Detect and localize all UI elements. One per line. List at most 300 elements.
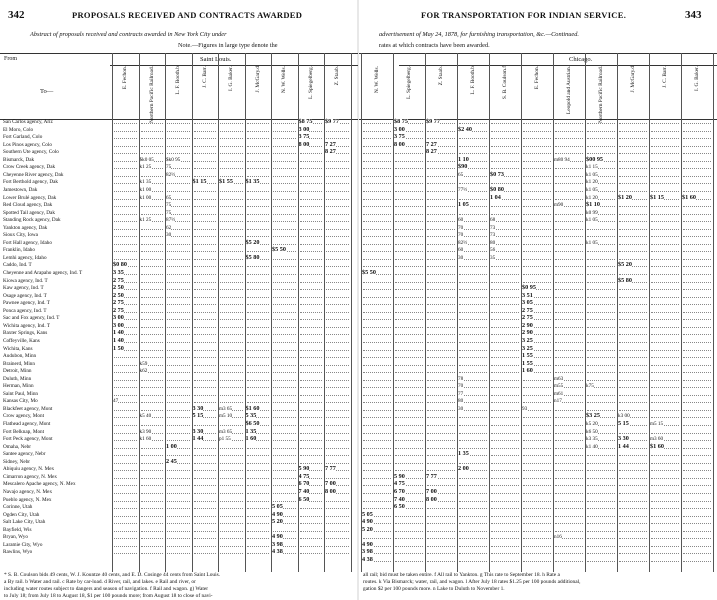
cell-leader bbox=[247, 225, 270, 230]
cell-leader bbox=[167, 519, 190, 524]
cell-leader bbox=[459, 413, 487, 418]
row-destination: Corinne, Utah bbox=[3, 504, 33, 511]
cell-leader bbox=[427, 542, 455, 547]
cell-leader bbox=[555, 346, 583, 351]
cell-leader bbox=[300, 504, 323, 509]
rate-cell: $8 75 bbox=[394, 118, 408, 125]
cell-leader bbox=[363, 293, 391, 298]
rate-cell: m63 bbox=[554, 375, 564, 382]
rate-cell: 4 90 bbox=[362, 518, 373, 526]
table-row bbox=[0, 383, 358, 389]
cell-leader bbox=[619, 127, 647, 132]
cell-leader bbox=[326, 534, 349, 539]
cell-leader bbox=[587, 346, 615, 351]
column-rule bbox=[192, 53, 193, 572]
table-row bbox=[0, 195, 358, 201]
row-destination: Fort Belknap, Mont bbox=[3, 428, 45, 435]
cell-leader bbox=[555, 225, 583, 230]
cell-leader bbox=[141, 225, 164, 230]
cell-leader bbox=[427, 172, 455, 177]
rate-cell: 1 60 bbox=[245, 435, 257, 443]
cell-leader bbox=[167, 497, 190, 502]
cell-leader bbox=[427, 557, 455, 562]
cell-leader bbox=[491, 232, 519, 237]
cell-leader bbox=[523, 119, 551, 124]
cell-leader bbox=[587, 285, 615, 290]
rate-cell: 6 70 bbox=[298, 480, 310, 488]
cell-leader bbox=[651, 330, 679, 335]
cell-leader bbox=[247, 270, 270, 275]
cell-leader bbox=[326, 436, 349, 441]
cell-leader bbox=[619, 353, 647, 358]
table-row bbox=[0, 240, 358, 246]
cell-leader bbox=[523, 519, 551, 524]
cell-leader bbox=[220, 323, 243, 328]
rate-cell: $3 25 bbox=[586, 412, 600, 420]
cell-leader bbox=[619, 557, 647, 562]
table-row bbox=[0, 361, 358, 367]
rate-cell: k1 25 bbox=[139, 164, 152, 171]
cell-leader bbox=[114, 353, 137, 358]
table-row bbox=[359, 429, 717, 435]
cell-leader bbox=[427, 270, 455, 275]
table-row bbox=[0, 489, 358, 495]
table-row bbox=[359, 142, 717, 148]
cell-leader bbox=[220, 149, 243, 154]
cell-leader bbox=[523, 149, 551, 154]
cell-leader bbox=[683, 368, 711, 373]
cell-leader bbox=[619, 210, 647, 215]
cell-leader bbox=[194, 421, 217, 426]
cell-leader bbox=[220, 270, 243, 275]
table-row bbox=[0, 142, 358, 148]
cell-leader bbox=[300, 361, 323, 366]
cell-leader bbox=[427, 134, 455, 139]
column-header-label: L. Spiegelberg. bbox=[406, 66, 412, 99]
rate-cell: 7 27 bbox=[325, 140, 336, 148]
cell-leader bbox=[114, 376, 137, 381]
row-destination: Rawlins, Wyo bbox=[3, 549, 33, 556]
cell-leader bbox=[167, 278, 190, 283]
cell-leader bbox=[273, 436, 296, 441]
cell-leader bbox=[273, 255, 296, 260]
column-rule bbox=[457, 53, 458, 572]
cell-leader bbox=[395, 278, 423, 283]
cell-leader bbox=[273, 300, 296, 305]
column-header-label: Northern Pacific Railroad. bbox=[598, 66, 604, 124]
cell-leader bbox=[220, 451, 243, 456]
cell-leader bbox=[141, 293, 164, 298]
page-number: 342 bbox=[8, 9, 25, 21]
cell-leader bbox=[523, 429, 551, 434]
cell-leader bbox=[555, 557, 583, 562]
rate-cell: 4 90 bbox=[272, 510, 283, 518]
cell-leader bbox=[683, 300, 711, 305]
cell-leader bbox=[459, 142, 487, 147]
cell-leader bbox=[326, 519, 349, 524]
rate-cell: 6 50 bbox=[394, 503, 405, 511]
cell-leader bbox=[363, 368, 391, 373]
cell-leader bbox=[247, 262, 270, 267]
cell-leader bbox=[220, 157, 243, 162]
cell-leader bbox=[683, 504, 711, 509]
cell-leader bbox=[491, 338, 519, 343]
row-destination: Los Pinos agency, Colo bbox=[3, 141, 52, 148]
cell-leader bbox=[619, 255, 647, 260]
cell-leader bbox=[395, 255, 423, 260]
cell-leader bbox=[651, 459, 679, 464]
cell-leader bbox=[114, 466, 137, 471]
cell-leader bbox=[427, 293, 455, 298]
cell-leader bbox=[141, 127, 164, 132]
cell-leader bbox=[651, 157, 679, 162]
rate-cell: k1 05 bbox=[586, 186, 598, 193]
cell-leader bbox=[619, 398, 647, 403]
cell-leader bbox=[619, 134, 647, 139]
cell-leader bbox=[220, 527, 243, 532]
column-rule bbox=[521, 53, 522, 572]
cell-leader bbox=[619, 481, 647, 486]
cell-leader bbox=[273, 466, 296, 471]
rate-cell: $1 60 bbox=[650, 442, 664, 450]
cell-leader bbox=[194, 353, 217, 358]
cell-leader bbox=[247, 474, 270, 479]
cell-leader bbox=[194, 119, 217, 124]
cell-leader bbox=[167, 330, 190, 335]
cell-leader bbox=[619, 489, 647, 494]
column-header-label: J. C. Barr. bbox=[662, 66, 668, 88]
cell-leader bbox=[523, 512, 551, 517]
rate-cell: k1 05 bbox=[586, 171, 598, 178]
column-header-label: J. C. Barr. bbox=[201, 66, 208, 88]
cell-leader bbox=[459, 429, 487, 434]
cell-leader bbox=[459, 368, 487, 373]
rate-cell: m5 15 bbox=[650, 421, 664, 427]
rate-cell: k1 00 bbox=[139, 186, 152, 193]
rate-cell: 8 00 bbox=[298, 140, 310, 148]
column-rule bbox=[139, 53, 140, 572]
column-header-label: Northern Pacific Railroad. bbox=[148, 66, 155, 124]
cell-leader bbox=[141, 406, 164, 411]
cell-leader bbox=[141, 172, 164, 177]
cell-leader bbox=[300, 406, 323, 411]
cell-leader bbox=[220, 512, 243, 517]
rate-cell: 3 75 bbox=[394, 133, 405, 141]
cell-leader bbox=[683, 262, 711, 267]
cell-leader bbox=[395, 323, 423, 328]
cell-leader bbox=[273, 489, 296, 494]
rate-cell: k1 05 bbox=[586, 217, 598, 224]
cell-leader bbox=[326, 134, 349, 139]
table-row bbox=[359, 300, 717, 306]
cell-leader bbox=[141, 512, 164, 517]
cell-leader bbox=[555, 232, 583, 237]
table-row bbox=[359, 542, 717, 548]
cell-leader bbox=[395, 270, 423, 275]
cell-leader bbox=[395, 247, 423, 252]
cell-leader bbox=[167, 293, 190, 298]
cell-leader bbox=[427, 444, 455, 449]
cell-leader bbox=[300, 459, 323, 464]
cell-leader bbox=[523, 255, 551, 260]
cell-leader bbox=[326, 278, 349, 283]
cell-leader bbox=[395, 202, 423, 207]
cell-leader bbox=[363, 232, 391, 237]
cell-leader bbox=[491, 383, 519, 388]
cell-leader bbox=[194, 232, 217, 237]
cell-leader bbox=[619, 323, 647, 328]
table-row bbox=[0, 512, 358, 518]
cell-leader bbox=[220, 262, 243, 267]
rate-cell: $5 50 bbox=[272, 246, 286, 254]
cell-leader bbox=[194, 285, 217, 290]
cell-leader bbox=[491, 527, 519, 532]
cell-leader bbox=[395, 195, 423, 200]
table-row bbox=[359, 247, 717, 253]
cell-leader bbox=[273, 383, 296, 388]
footnote: including water routes subject to dangers and season of navigation. f Rail and wagon. g) Water bbox=[4, 586, 209, 592]
cell-leader bbox=[619, 406, 647, 411]
rate-cell: $0 95 bbox=[522, 284, 536, 292]
cell-leader bbox=[220, 285, 243, 290]
cell-leader bbox=[619, 459, 647, 464]
cell-leader bbox=[247, 497, 270, 502]
rate-cell: $1 15 bbox=[192, 178, 207, 186]
cell-leader bbox=[491, 210, 519, 215]
cell-leader bbox=[247, 119, 270, 124]
rate-cell: 77 bbox=[458, 390, 464, 397]
row-destination: Caddo, Ind. T bbox=[3, 262, 32, 269]
rate-cell: $1 60 bbox=[682, 193, 696, 201]
cell-leader bbox=[141, 534, 164, 539]
cell-leader bbox=[619, 504, 647, 509]
cell-leader bbox=[395, 376, 423, 381]
cell-leader bbox=[523, 217, 551, 222]
cell-leader bbox=[555, 134, 583, 139]
cell-leader bbox=[555, 466, 583, 471]
cell-leader bbox=[114, 383, 137, 388]
table-row bbox=[0, 323, 358, 329]
table-note: Note.—Figures in large type denote the bbox=[178, 42, 278, 49]
cell-leader bbox=[651, 376, 679, 381]
cell-leader bbox=[427, 481, 455, 486]
cell-leader bbox=[363, 481, 391, 486]
cell-leader bbox=[683, 353, 711, 358]
cell-leader bbox=[114, 451, 137, 456]
cell-leader bbox=[459, 285, 487, 290]
table-row bbox=[0, 353, 358, 359]
cell-leader bbox=[363, 376, 391, 381]
cell-leader bbox=[114, 127, 137, 132]
cell-leader bbox=[194, 240, 217, 245]
cell-leader bbox=[273, 217, 296, 222]
cell-leader bbox=[555, 119, 583, 124]
cell-leader bbox=[651, 172, 679, 177]
cell-leader bbox=[395, 308, 423, 313]
rate-cell: $k0 05 bbox=[139, 156, 154, 163]
column-header-label: Z. Staab. bbox=[334, 66, 341, 86]
cell-leader bbox=[555, 413, 583, 418]
cell-leader bbox=[619, 308, 647, 313]
cell-leader bbox=[247, 187, 270, 192]
rate-cell: $8 75 bbox=[298, 118, 313, 125]
cell-leader bbox=[363, 164, 391, 169]
column-header-label: L. F. Booth.b bbox=[175, 66, 182, 95]
cell-leader bbox=[523, 202, 551, 207]
rate-cell: $1 20 bbox=[618, 193, 632, 201]
cell-leader bbox=[459, 376, 487, 381]
table-row bbox=[0, 368, 358, 374]
cell-leader bbox=[619, 534, 647, 539]
cell-leader bbox=[587, 278, 615, 283]
cell-leader bbox=[300, 413, 323, 418]
rate-cell: 80 bbox=[490, 239, 496, 246]
cell-leader bbox=[459, 557, 487, 562]
cell-leader bbox=[491, 164, 519, 169]
cell-leader bbox=[326, 315, 349, 320]
footnote: gation $2 per 100 pounds more. n Lake to Duluth to November 1. bbox=[363, 586, 505, 592]
cell-leader bbox=[273, 444, 296, 449]
cell-leader bbox=[167, 436, 190, 441]
cell-leader bbox=[651, 429, 679, 434]
cell-leader bbox=[167, 383, 190, 388]
cell-leader bbox=[141, 421, 164, 426]
cell-leader bbox=[651, 217, 679, 222]
table-row bbox=[0, 474, 358, 480]
cell-leader bbox=[395, 179, 423, 184]
cell-leader bbox=[273, 421, 296, 426]
row-destination: Sac and Fox agency, Ind. T bbox=[3, 315, 60, 322]
rate-cell: 3 30 bbox=[192, 427, 204, 435]
cell-leader bbox=[247, 489, 270, 494]
cell-leader bbox=[194, 338, 217, 343]
table-row bbox=[359, 504, 717, 510]
cell-leader bbox=[651, 338, 679, 343]
cell-leader bbox=[395, 383, 423, 388]
cell-leader bbox=[459, 270, 487, 275]
rate-cell: 3 98 bbox=[362, 548, 373, 556]
cell-leader bbox=[363, 142, 391, 147]
cell-leader bbox=[220, 195, 243, 200]
cell-leader bbox=[114, 195, 137, 200]
cell-leader bbox=[523, 232, 551, 237]
cell-leader bbox=[194, 247, 217, 252]
cell-leader bbox=[619, 315, 647, 320]
cell-leader bbox=[363, 338, 391, 343]
column-rule bbox=[489, 53, 490, 572]
rate-cell: $9 77 bbox=[426, 118, 440, 125]
cell-leader bbox=[395, 164, 423, 169]
cell-leader bbox=[363, 285, 391, 290]
cell-leader bbox=[491, 134, 519, 139]
cell-leader bbox=[114, 119, 137, 124]
row-destination: Abiquiu agency, N. Mex bbox=[3, 466, 55, 473]
cell-leader bbox=[523, 497, 551, 502]
cell-leader bbox=[363, 187, 391, 192]
row-destination: Pawnee agency, Ind. T bbox=[3, 300, 50, 307]
cell-leader bbox=[395, 353, 423, 358]
cell-leader bbox=[167, 406, 190, 411]
cell-leader bbox=[683, 164, 711, 169]
rate-cell: 73 bbox=[490, 224, 496, 231]
cell-leader bbox=[326, 504, 349, 509]
cell-leader bbox=[167, 542, 190, 547]
cell-leader bbox=[194, 466, 217, 471]
cell-leader bbox=[247, 308, 270, 313]
cell-leader bbox=[427, 391, 455, 396]
cell-leader bbox=[326, 195, 349, 200]
rate-cell: 5 20 bbox=[272, 518, 283, 526]
cell-leader bbox=[587, 497, 615, 502]
cell-leader bbox=[141, 481, 164, 486]
row-destination: Fort Peck agency, Mont bbox=[3, 436, 53, 443]
cell-leader bbox=[395, 542, 423, 547]
cell-leader bbox=[167, 338, 190, 343]
column-rule bbox=[713, 53, 714, 572]
cell-leader bbox=[167, 398, 190, 403]
cell-leader bbox=[300, 519, 323, 524]
table-row bbox=[359, 330, 717, 336]
cell-leader bbox=[300, 368, 323, 373]
cell-leader bbox=[587, 557, 615, 562]
cell-leader bbox=[194, 149, 217, 154]
table-row bbox=[359, 466, 717, 472]
cell-leader bbox=[273, 285, 296, 290]
cell-leader bbox=[395, 534, 423, 539]
cell-leader bbox=[459, 217, 487, 222]
column-rule bbox=[617, 53, 618, 572]
cell-leader bbox=[555, 247, 583, 252]
cell-leader bbox=[194, 202, 217, 207]
cell-leader bbox=[300, 346, 323, 351]
cell-leader bbox=[523, 164, 551, 169]
cell-leader bbox=[194, 262, 217, 267]
cell-leader bbox=[619, 451, 647, 456]
table-row bbox=[0, 481, 358, 487]
row-destination: Spotted Tail agency, Dak bbox=[3, 209, 55, 216]
column-header-label: Z. Staab. bbox=[438, 66, 444, 86]
cell-leader bbox=[427, 330, 455, 335]
cell-leader bbox=[427, 353, 455, 358]
row-destination: Franklin, Idaho bbox=[3, 247, 35, 254]
rate-cell: m3 65 bbox=[219, 405, 233, 412]
cell-leader bbox=[651, 225, 679, 230]
cell-leader bbox=[194, 330, 217, 335]
footnote: to July 18; from July 18 to August 18, $1 per 100 pounds more; from August 18 to close of navi- bbox=[4, 593, 213, 599]
cell-leader bbox=[300, 391, 323, 396]
cell-leader bbox=[247, 368, 270, 373]
cell-leader bbox=[491, 534, 519, 539]
cell-leader bbox=[326, 240, 349, 245]
cell-leader bbox=[247, 549, 270, 554]
cell-leader bbox=[555, 361, 583, 366]
cell-leader bbox=[141, 391, 164, 396]
table-row bbox=[0, 232, 358, 238]
cell-leader bbox=[491, 557, 519, 562]
cell-leader bbox=[247, 361, 270, 366]
cell-leader bbox=[247, 534, 270, 539]
cell-leader bbox=[363, 195, 391, 200]
rate-cell: 7 40 bbox=[298, 487, 310, 495]
rate-cell: 7 77 bbox=[325, 465, 336, 473]
cell-leader bbox=[273, 353, 296, 358]
cell-leader bbox=[523, 247, 551, 252]
table-row bbox=[359, 421, 717, 427]
rate-cell: 3 00 bbox=[394, 125, 405, 133]
cell-leader bbox=[523, 489, 551, 494]
cell-leader bbox=[395, 315, 423, 320]
running-head: FOR TRANSPORTATION FOR INDIAN SERVICE. bbox=[421, 10, 627, 20]
